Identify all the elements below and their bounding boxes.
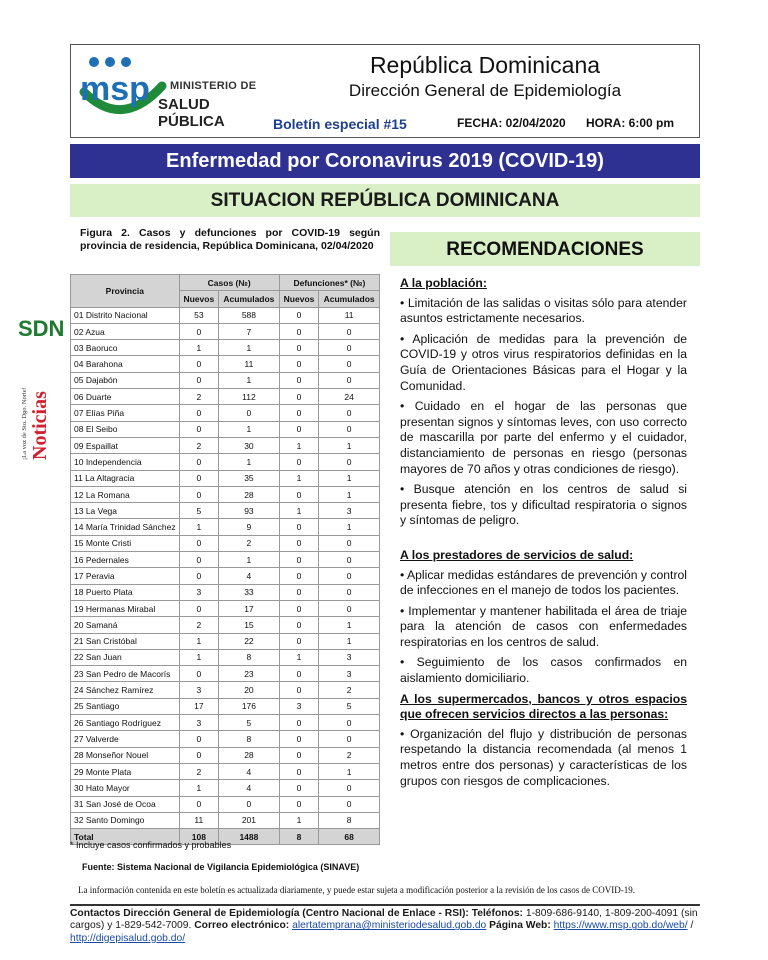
cell-value: 4	[219, 763, 280, 779]
table-row	[71, 649, 380, 665]
phones-label: Teléfonos:	[471, 908, 523, 919]
table-row	[71, 486, 380, 502]
cell-value: 0	[279, 307, 318, 323]
cell-value: 2	[179, 389, 218, 405]
cell-value: 8	[279, 829, 318, 845]
cell-value: 1	[219, 372, 280, 388]
table-row	[71, 715, 380, 731]
cell-value: 0	[319, 796, 380, 812]
cell-value: 0	[279, 731, 318, 747]
cell-value: 1	[179, 649, 218, 665]
table-row	[71, 323, 380, 339]
table-row	[71, 584, 380, 600]
cell-value: 1	[319, 617, 380, 633]
cell-value: 0	[279, 763, 318, 779]
cell-value: 0	[179, 356, 218, 372]
cell-value: 0	[279, 633, 318, 649]
cell-value: 0	[279, 535, 318, 551]
cell-value: 0	[319, 715, 380, 731]
cell-value: 1	[219, 454, 280, 470]
cell-value: 108	[179, 829, 218, 845]
cell-value: 1	[319, 519, 380, 535]
table-row	[71, 454, 380, 470]
cell-provincia: 15 Monte Cristi	[71, 535, 180, 551]
bulletin-number: Boletín especial #15	[273, 116, 407, 132]
cell-value: 0	[179, 535, 218, 551]
cell-provincia: 26 Santiago Rodríguez	[71, 715, 180, 731]
recommendations-title: RECOMENDACIONES	[390, 232, 700, 266]
cell-value: 0	[279, 356, 318, 372]
cell-value: 3	[319, 649, 380, 665]
cell-provincia: 16 Pedernales	[71, 552, 180, 568]
cell-value: 0	[319, 568, 380, 584]
cell-value: 0	[279, 519, 318, 535]
cell-value: 30	[219, 437, 280, 453]
svg-text:SDN: SDN	[18, 316, 65, 341]
col-provincia: Provincia	[71, 275, 180, 308]
cell-value: 1	[179, 780, 218, 796]
section-supermercados: A los supermercados, bancos y otros espacios que ofrecen servicios directos a las personas:	[400, 691, 687, 722]
table-row	[71, 666, 380, 682]
table-row	[71, 600, 380, 616]
msp-logo-icon	[78, 52, 166, 122]
cell-value: 68	[319, 829, 380, 845]
cell-value: 23	[219, 666, 280, 682]
cell-value: 2	[319, 747, 380, 763]
bulletin-date: FECHA: 02/04/2020	[457, 116, 566, 130]
cell-value: 0	[279, 617, 318, 633]
cell-value: 0	[279, 796, 318, 812]
cell-value: 0	[179, 731, 218, 747]
col-casos: Casos (№)	[179, 275, 279, 291]
table-row	[71, 372, 380, 388]
cell-value: 2	[219, 535, 280, 551]
cell-value: 1	[279, 470, 318, 486]
source-note: Fuente: Sistema Nacional de Vigilancia Epidemiológica (SINAVE)	[82, 862, 360, 872]
table-row	[71, 519, 380, 535]
cell-value: 9	[219, 519, 280, 535]
cell-value: 20	[219, 682, 280, 698]
cell-value: 3	[319, 666, 380, 682]
table-row	[71, 682, 380, 698]
cell-value: 0	[319, 535, 380, 551]
cell-value: 0	[179, 470, 218, 486]
cell-value: 0	[279, 552, 318, 568]
cell-value: 5	[179, 503, 218, 519]
cell-provincia: 19 Hermanas Mirabal	[71, 600, 180, 616]
cell-value: 0	[319, 780, 380, 796]
cell-value: 201	[219, 812, 280, 828]
disclaimer: La información contenida en este boletín es actualizada diariamente, y puede estar sujeta a modificación posterior a la revisión de los casos de COVID-19.	[78, 885, 636, 895]
cell-value: 1	[319, 437, 380, 453]
cell-value: 0	[319, 323, 380, 339]
cell-value: 0	[279, 584, 318, 600]
cell-provincia: 27 Valverde	[71, 731, 180, 747]
cell-value: 0	[279, 372, 318, 388]
table-row	[71, 763, 380, 779]
cell-value: 2	[179, 617, 218, 633]
cell-provincia: 20 Samaná	[71, 617, 180, 633]
msp-logo	[78, 50, 263, 128]
rec-item: • Aplicación de medidas para la prevención de COVID-19 y otros virus respiratorios definidas en la Guía de Orientaciones Básicas para el Hogar y la Comunidad.	[400, 331, 687, 393]
table-row	[71, 535, 380, 551]
page-subtitle: Dirección General de Epidemiología	[348, 81, 622, 100]
cell-value: 0	[279, 747, 318, 763]
cell-value: 24	[319, 389, 380, 405]
cell-value: 1	[279, 437, 318, 453]
contact-info	[70, 908, 700, 945]
cell-provincia: 21 San Cristóbal	[71, 633, 180, 649]
cell-value: 1	[279, 812, 318, 828]
cell-provincia: 07 Elías Piña	[71, 405, 180, 421]
cell-provincia: 17 Peravia	[71, 568, 180, 584]
cell-provincia: 18 Puerto Plata	[71, 584, 180, 600]
col-def-acumulados: Acumulados	[319, 291, 380, 307]
web-link-2[interactable]: http://digepisalud.gob.do/	[70, 932, 186, 944]
svg-text:¡La voz de Sto. Dgo. Norte!: ¡La voz de Sto. Dgo. Norte!	[21, 387, 28, 460]
contact-label: Contactos Dirección General de Epidemiología (Centro Nacional de Enlace - RSI):	[70, 908, 469, 919]
rec-item: • Seguimiento de los casos confirmados en aislamiento domiciliario.	[400, 655, 687, 686]
table-row	[71, 552, 380, 568]
col-defunciones: Defunciones* (№)	[279, 275, 379, 291]
cell-value: 11	[179, 812, 218, 828]
cell-value: 1	[179, 519, 218, 535]
cell-provincia: 28 Monseñor Nouel	[71, 747, 180, 763]
cell-provincia: 13 La Vega	[71, 503, 180, 519]
cell-value: 0	[179, 372, 218, 388]
cell-value: 0	[219, 405, 280, 421]
cell-value: 0	[319, 552, 380, 568]
cell-value: 5	[319, 698, 380, 714]
cell-value: 0	[279, 682, 318, 698]
cell-value: 2	[179, 437, 218, 453]
table-body	[71, 307, 380, 845]
figure-caption: Figura 2. Casos y defunciones por COVID-19 según provincia de residencia, República Dominicana, 02/04/2020	[80, 227, 380, 252]
col-casos-acumulados: Acumulados	[219, 291, 280, 307]
table-row	[71, 421, 380, 437]
cell-value: 11	[319, 307, 380, 323]
cell-value: 0	[179, 666, 218, 682]
cell-provincia: 09 Espaillat	[71, 437, 180, 453]
cell-value: 588	[219, 307, 280, 323]
cell-provincia: 04 Barahona	[71, 356, 180, 372]
cell-value: 22	[219, 633, 280, 649]
sdn-noticias-watermark	[14, 310, 65, 470]
web-link-1[interactable]: https://www.msp.gob.do/web/	[553, 920, 688, 932]
cell-value: 28	[219, 486, 280, 502]
section-poblacion: A la población:	[400, 276, 487, 290]
cell-value: 2	[319, 682, 380, 698]
cell-value: 0	[319, 600, 380, 616]
table-row	[71, 633, 380, 649]
cell-value: 0	[279, 323, 318, 339]
cell-provincia: 32 Santo Domingo	[71, 812, 180, 828]
cell-provincia: 05 Dajabón	[71, 372, 180, 388]
cell-value: 35	[219, 470, 280, 486]
cell-value: 0	[319, 372, 380, 388]
cell-value: 93	[219, 503, 280, 519]
cell-provincia: 22 San Juan	[71, 649, 180, 665]
cell-provincia: 10 Independencia	[71, 454, 180, 470]
table-row	[71, 780, 380, 796]
cell-value: 0	[279, 454, 318, 470]
cell-value: 0	[219, 796, 280, 812]
cell-value: 0	[279, 568, 318, 584]
table-row	[71, 568, 380, 584]
cell-value: 0	[179, 796, 218, 812]
rec-item: • Cuidado en el hogar de las personas que presentan signos y síntomas leves, con uso correcto de mascarilla por parte del enfermo y el cuidador, distanciamiento de personas en riesgo (personas mayores de 70 años y otras condiciones de riesgo).	[400, 399, 687, 476]
cell-value: 2	[179, 763, 218, 779]
phones: 1-809-686-9140, 1-809-200-4091 (sin cargos) y 1-829-542-7009.	[70, 908, 698, 932]
cell-value: 0	[179, 405, 218, 421]
table-row	[71, 470, 380, 486]
cell-value: 8	[219, 731, 280, 747]
cell-value: 1	[219, 340, 280, 356]
cell-value: 0	[279, 389, 318, 405]
cell-value: 1	[219, 552, 280, 568]
rec-item: • Aplicar medidas estándares de prevención y control de infecciones en el manejo de todos los pacientes.	[400, 567, 687, 598]
cell-value: 0	[279, 715, 318, 731]
cell-value: 0	[179, 552, 218, 568]
rec-item: • Limitación de las salidas o visitas sólo para atender asuntos estrictamente necesarios.	[400, 295, 687, 326]
rec-item: • Busque atención en los centros de salud si presenta fiebre, tos y dificultad respiratoria o signos y síntomas de peligro.	[400, 482, 687, 528]
cell-value: 1	[179, 340, 218, 356]
cell-value: 0	[279, 405, 318, 421]
cell-value: 17	[179, 698, 218, 714]
cell-value: 3	[179, 682, 218, 698]
rec-item: • Organización del flujo y distribución de personas respetando la distancia recomendada (al menos 1 metros entre dos personas) y características de los grupos con riesgos de complicaciones.	[400, 726, 687, 788]
cell-value: 1	[319, 763, 380, 779]
cell-value: 0	[319, 340, 380, 356]
cell-provincia: 08 El Seibo	[71, 421, 180, 437]
cell-value: 17	[219, 600, 280, 616]
cell-value: 11	[219, 356, 280, 372]
cell-value: 0	[319, 454, 380, 470]
web-label: Página Web:	[489, 920, 551, 932]
email-label: Correo electrónico:	[194, 920, 290, 932]
cell-value: 0	[279, 340, 318, 356]
table-row	[71, 796, 380, 812]
recommendations	[400, 276, 687, 794]
cell-value: 3	[279, 698, 318, 714]
cell-value: 0	[179, 600, 218, 616]
cell-provincia: 25 Santiago	[71, 698, 180, 714]
table-row	[71, 405, 380, 421]
rec-item: • Implementar y mantener habilitada el área de triaje para la atención de casos con enfermedades respiratorias en los centros de salud.	[400, 603, 687, 649]
cell-value: 0	[279, 486, 318, 502]
cell-value: 3	[319, 503, 380, 519]
table-row	[71, 731, 380, 747]
table-row	[71, 389, 380, 405]
cell-value: 0	[319, 584, 380, 600]
cell-provincia: 12 La Romana	[71, 486, 180, 502]
logo-line-1: MINISTERIO DE	[170, 80, 257, 92]
cell-value: 0	[279, 600, 318, 616]
banner-title: Enfermedad por Coronavirus 2019 (COVID-19)	[70, 144, 700, 178]
cell-value: 0	[319, 356, 380, 372]
cell-value: 3	[179, 715, 218, 731]
cell-provincia: 03 Baoruco	[71, 340, 180, 356]
cell-value: 33	[219, 584, 280, 600]
cell-value: 4	[219, 568, 280, 584]
cell-value: 0	[179, 454, 218, 470]
cell-value: 0	[279, 666, 318, 682]
cell-provincia: 31 San José de Ocoa	[71, 796, 180, 812]
table-row	[71, 307, 380, 323]
cell-value: 1488	[219, 829, 280, 845]
cell-value: 1	[219, 421, 280, 437]
bulletin-time: HORA: 6:00 pm	[586, 116, 675, 130]
cell-value: 112	[219, 389, 280, 405]
cell-value: 8	[219, 649, 280, 665]
cell-provincia: 14 María Trinidad Sánchez	[71, 519, 180, 535]
cell-value: 7	[219, 323, 280, 339]
table-row	[71, 437, 380, 453]
cell-provincia: 06 Duarte	[71, 389, 180, 405]
table-row	[71, 503, 380, 519]
cell-value: 1	[279, 649, 318, 665]
cell-value: 28	[219, 747, 280, 763]
table-row	[71, 747, 380, 763]
col-def-nuevos: Nuevos	[279, 291, 318, 307]
logo-line-2: SALUD PÚBLICA	[158, 96, 225, 130]
banner-subtitle: SITUACION REPÚBLICA DOMINICANA	[70, 184, 700, 217]
cell-value: 0	[279, 780, 318, 796]
cell-value: 0	[179, 486, 218, 502]
cell-provincia: 30 Hato Mayor	[71, 780, 180, 796]
cell-value: 176	[219, 698, 280, 714]
cell-value: 5	[219, 715, 280, 731]
cell-value: 0	[319, 421, 380, 437]
table-row	[71, 698, 380, 714]
table-row	[71, 617, 380, 633]
cell-value: 0	[179, 568, 218, 584]
cell-provincia: 24 Sánchez Ramírez	[71, 682, 180, 698]
col-casos-nuevos: Nuevos	[179, 291, 218, 307]
cell-value: 0	[179, 323, 218, 339]
cell-provincia: Total	[71, 829, 180, 845]
svg-text:Noticias: Noticias	[29, 391, 51, 460]
cell-value: 53	[179, 307, 218, 323]
cell-value: 0	[319, 731, 380, 747]
web-separator: /	[687, 920, 694, 932]
email-link[interactable]: alertatemprana@ministeriodesalud.gob.do	[292, 920, 487, 932]
page-title: República Dominicana	[369, 52, 601, 78]
cases-table	[70, 274, 380, 845]
svg-text:msp: msp	[80, 70, 150, 108]
cell-value: 1	[319, 486, 380, 502]
cell-provincia: 02 Azua	[71, 323, 180, 339]
section-prestadores: A los prestadores de servicios de salud:	[400, 547, 634, 562]
cell-value: 1	[279, 503, 318, 519]
cell-value: 0	[319, 405, 380, 421]
cell-provincia: 23 San Pedro de Macorís	[71, 666, 180, 682]
cell-provincia: 01 Distrito Nacional	[71, 307, 180, 323]
cell-value: 0	[279, 421, 318, 437]
cell-value: 0	[179, 421, 218, 437]
table-note: * Incluye casos confirmados y probables	[70, 840, 232, 850]
table-row	[71, 340, 380, 356]
cell-value: 8	[319, 812, 380, 828]
cell-value: 1	[319, 633, 380, 649]
table-row	[71, 812, 380, 828]
cell-value: 1	[319, 470, 380, 486]
cell-provincia: 29 Monte Plata	[71, 763, 180, 779]
table-row	[71, 356, 380, 372]
cell-value: 15	[219, 617, 280, 633]
cell-value: 3	[179, 584, 218, 600]
cell-value: 4	[219, 780, 280, 796]
cell-provincia: 11 La Altagracia	[71, 470, 180, 486]
cell-value: 1	[179, 633, 218, 649]
cell-value: 0	[179, 747, 218, 763]
